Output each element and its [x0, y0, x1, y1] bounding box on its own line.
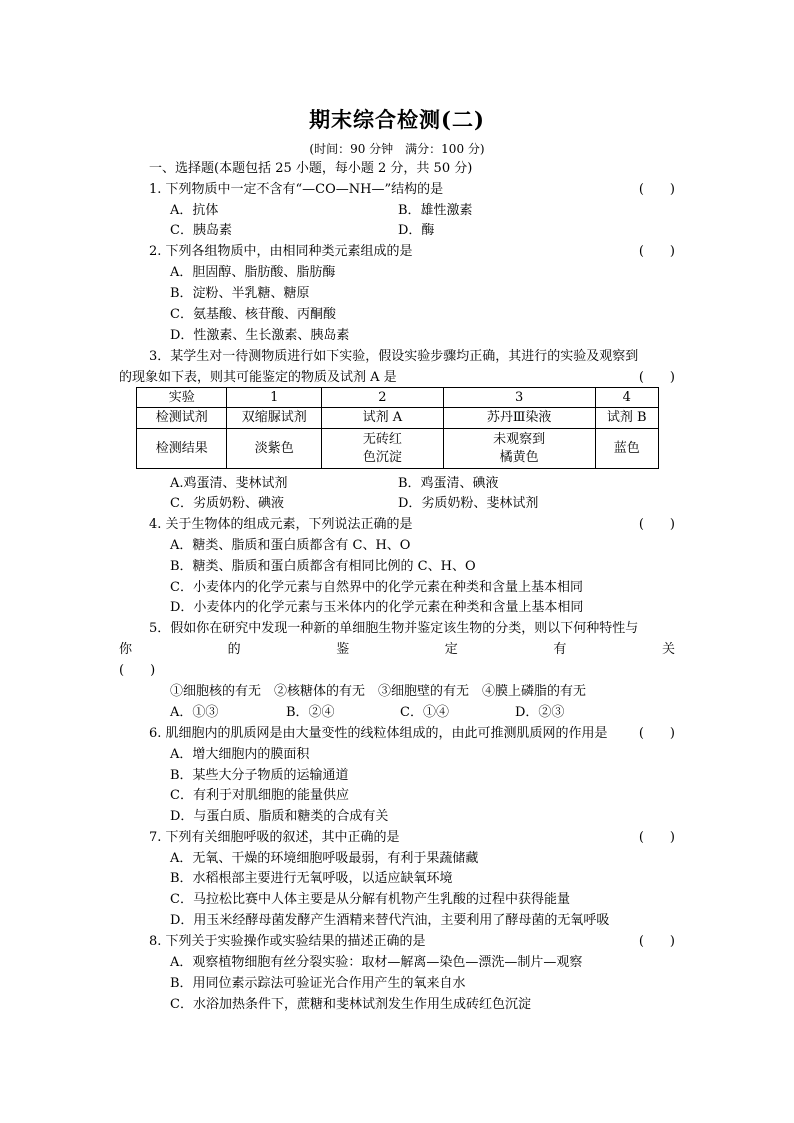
q8-option-a: A．观察植物细胞有丝分裂实验：取材—解离—染色—漂洗—制片—观察 [170, 955, 583, 970]
table-cell: 双缩脲试剂 [227, 408, 322, 429]
experiment-table [136, 387, 659, 469]
cell-line: 色沉淀 [362, 449, 402, 465]
q1-answer-blank: ( ) [638, 182, 675, 197]
table-header-row [137, 388, 659, 408]
q4-option-d: D．小麦体内的化学元素与玉米体内的化学元素在种类和含量上基本相同 [170, 600, 584, 615]
q5-option-a: A．①③ [170, 705, 219, 720]
cell-line: 无砖红 [362, 431, 402, 447]
q8-answer-blank: ( ) [638, 934, 675, 949]
q7-option-c: C．马拉松比赛中人体主要是从分解有机物产生乳酸的过程中获得能量 [170, 892, 570, 907]
table-cell: 检测试剂 [137, 408, 227, 429]
q6-option-a: A．增大细胞内的膜面积 [170, 747, 310, 762]
table-cell [443, 429, 595, 469]
q7-option-a: A．无氧、干燥的环境细胞呼吸最弱，有利于果蔬储藏 [170, 851, 479, 866]
q1-option-a: A．抗体 [170, 203, 219, 218]
page-title: 期末综合检测(二) [309, 107, 485, 132]
q2-option-a: A．胆固醇、脂肪酸、脂肪酶 [170, 265, 336, 280]
q5-option-d: D．②③ [515, 705, 565, 720]
q8-option-c: C．水浴加热条件下，蔗糖和斐林试剂发生作用生成砖红色沉淀 [170, 997, 531, 1012]
q6-option-d: D．与蛋白质、脂质和糖类的合成有关 [170, 809, 389, 824]
q8-option-b: B．用同位素示踪法可验证光合作用产生的氧来自水 [170, 976, 466, 991]
cell-line: 橘黄色 [499, 449, 539, 465]
q5-option-c: C．①④ [400, 705, 449, 720]
q5-word: 鉴 [336, 642, 350, 657]
q1-option-d: D．酶 [398, 223, 435, 238]
q4-stem: 4. 关于生物体的组成元素，下列说法正确的是 [149, 517, 413, 532]
q7-option-d: D．用玉米经酵母菌发酵产生酒精来替代汽油，主要利用了酵母菌的无氧呼吸 [170, 913, 610, 928]
table-cell: 检测结果 [137, 429, 227, 469]
q2-answer-blank: ( ) [638, 244, 675, 259]
q5-stem-line1: 5．假如你在研究中发现一种新的单细胞生物并鉴定该生物的分类，则以下何种特性与 [149, 621, 639, 636]
q2-option-c: C．氨基酸、核苷酸、丙酮酸 [170, 307, 336, 322]
table-cell: 蓝色 [595, 429, 658, 469]
q4-option-b: B．糖类、脂质和蛋白质都含有相同比例的 C、H、O [170, 559, 476, 574]
q7-option-b: B．水稻根部主要进行无氧呼吸，以适应缺氧环境 [170, 871, 453, 886]
q7-stem: 7. 下列有关细胞呼吸的叙述，其中正确的是 [149, 830, 400, 845]
table-cell: 4 [595, 388, 658, 408]
q6-stem: 6. 肌细胞内的肌质网是由大量变性的线粒体组成的，由此可推测肌质网的作用是 [149, 726, 608, 741]
page-subtitle: (时间：90 分钟 满分：100 分) [309, 142, 485, 156]
cell-line: 未观察到 [493, 431, 546, 447]
q2-option-b: B．淀粉、半乳糖、糖原 [170, 286, 310, 301]
q3-answer-blank: ( ) [638, 370, 675, 385]
q5-word: 定 [444, 642, 458, 657]
q5-option-b: B．②④ [286, 705, 335, 720]
q3-option-b: B．鸡蛋清、碘液 [398, 476, 499, 491]
q1-stem: 1. 下列物质中一定不含有“—CO—NH—”结构的是 [149, 182, 444, 197]
q5-word: 关 [661, 642, 675, 657]
table-cell: 3 [443, 388, 595, 408]
q3-stem-line2: 的现象如下表，则其可能鉴定的物质及试剂 A 是 [119, 370, 397, 385]
q2-stem: 2. 下列各组物质中，由相同种类元素组成的是 [149, 244, 413, 259]
q3-stem-line1: 3．某学生对一待测物质进行如下实验，假设实验步骤均正确，其进行的实验及观察到 [149, 349, 639, 364]
q3-option-c: C．劣质奶粉、碘液 [170, 496, 284, 511]
section-heading: 一、选择题(本题包括 25 小题，每小题 2 分，共 50 分) [149, 161, 473, 176]
table-cell: 试剂 A [322, 408, 444, 429]
q5-word: 的 [227, 642, 241, 657]
q5-stem-line2 [119, 641, 675, 659]
q2-option-d: D．性激素、生长激素、胰岛素 [170, 328, 350, 343]
table-cell: 1 [227, 388, 322, 408]
q8-stem: 8. 下列关于实验操作或实验结果的描述正确的是 [149, 934, 426, 949]
q4-option-c: C．小麦体内的化学元素与自然界中的化学元素在种类和含量上基本相同 [170, 580, 583, 595]
q3-option-d: D．劣质奶粉、斐林试剂 [398, 496, 539, 511]
q5-word: 有 [553, 642, 567, 657]
table-cell: 2 [322, 388, 444, 408]
table-cell: 实验 [137, 388, 227, 408]
q5-answer-blank: ( ) [119, 663, 156, 678]
table-cell [322, 429, 444, 469]
table-row [137, 429, 659, 469]
table-row [137, 408, 659, 429]
q4-option-a: A．糖类、脂质和蛋白质都含有 C、H、O [170, 538, 411, 553]
q6-answer-blank: ( ) [638, 726, 675, 741]
table-cell: 淡紫色 [227, 429, 322, 469]
q6-option-b: B．某些大分子物质的运输通道 [170, 768, 349, 783]
table-cell: 苏丹Ⅲ染液 [443, 408, 595, 429]
q6-option-c: C．有利于对肌细胞的能量供应 [170, 788, 349, 803]
q3-option-a: A.鸡蛋清、斐林试剂 [170, 476, 288, 491]
q4-answer-blank: ( ) [638, 517, 675, 532]
q7-answer-blank: ( ) [638, 830, 675, 845]
q5-word: 你 [119, 642, 133, 657]
q1-option-b: B．雄性激素 [398, 203, 473, 218]
table-cell: 试剂 B [595, 408, 658, 429]
q5-items: ①细胞核的有无 ②核糖体的有无 ③细胞壁的有无 ④膜上磷脂的有无 [170, 684, 587, 699]
q1-option-c: C．胰岛素 [170, 223, 232, 238]
